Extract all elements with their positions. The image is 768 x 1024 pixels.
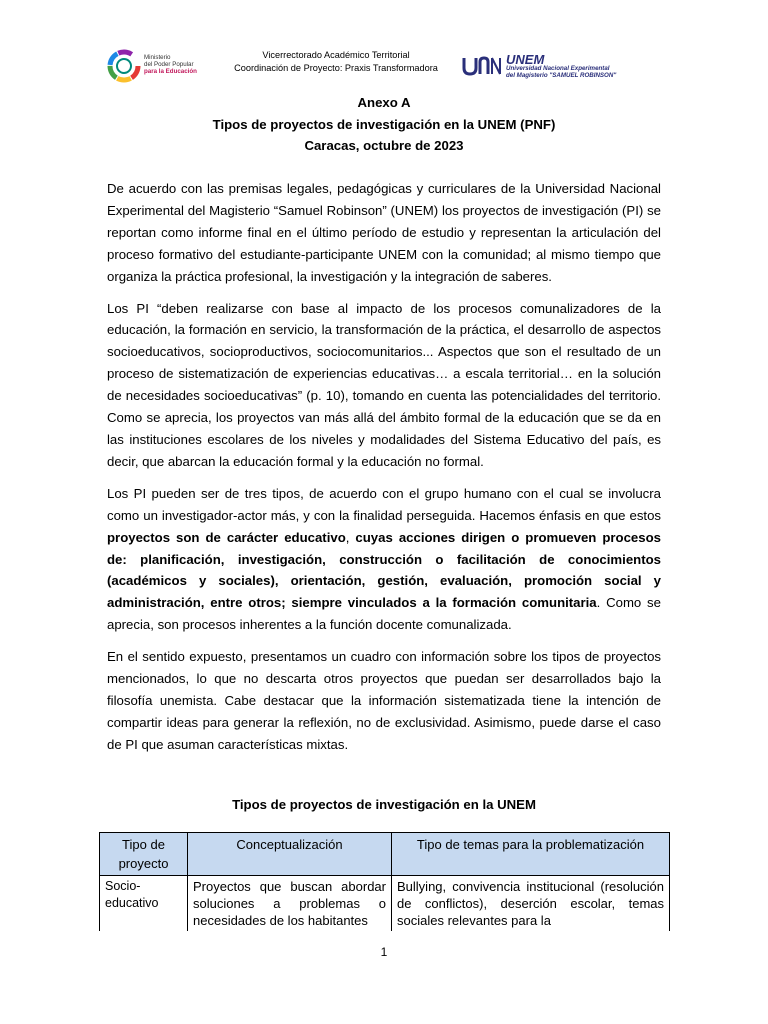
ministry-logo bbox=[106, 48, 206, 84]
table-row bbox=[100, 876, 670, 932]
cell-themes: Bullying, convivencia institucional (resolución de conflictos), deserción escolar, temas sociales relevantes para la bbox=[392, 876, 670, 932]
annex-title: Anexo A bbox=[357, 95, 411, 110]
cell-concept: Proyectos que buscan abordar soluciones a problemas o necesidades de los habitantes bbox=[188, 876, 392, 932]
header-line-2: Coordinación de Proyecto: Praxis Transformadora bbox=[234, 63, 438, 73]
page-header bbox=[106, 44, 666, 92]
header-center-text bbox=[216, 49, 456, 75]
header-concept: Conceptualización bbox=[188, 833, 392, 876]
cell-type: Socio-educativo bbox=[100, 876, 188, 932]
table-header-row bbox=[100, 833, 670, 876]
paragraph-2: Los PI “deben realizarse con base al impacto de los procesos comunalizadores de la educación, la formación en servicio, la transformación de la práctica, el desarrollo de aspectos socioeducativos, socioproductivos, sociocomunitarios... Aspectos que son el resultado de un proceso de sistematización de experiencias educativas… a escala territorial… en la solución de necesidades socioeducativas” (p. 10), tomando en cuenta las potencialidades del territorio. Como se aprecia, los proyectos van más allá del ámbito formal de la educación que se da en las instituciones escolares de los niveles y modalidades del Sistema Educativo del país, es decir, que abarcan la educación formal y la educación no formal. bbox=[107, 300, 661, 469]
paragraph-1: De acuerdo con las premisas legales, pedagógicas y curriculares de la Universidad Nacional Experimental del Magisterio “Samuel Robinson” (UNEM) los proyectos de investigación (PI) se reportan como informe final en el último período de estudio y representan la articulación del proceso formativo del estudiante-participante UNEM con la comunidad; al mismo tiempo que organiza la práctica profesional, la investigación y la integración de saberes. bbox=[107, 181, 661, 284]
table-title: Tipos de proyectos de investigación en la UNEM bbox=[232, 797, 536, 812]
place-date: Caracas, octubre de 2023 bbox=[304, 138, 464, 153]
paragraph-4: En el sentido expuesto, presentamos un cuadro con información sobre los tipos de proyectos mencionados, lo que no descarta otros proyectos que puedan ser desarrollados bajo la filosofía unemista. Cabe destacar que la información sistematizada tiene la intención de compartir ideas para generar la reflexión, no de exclusividad. Asimismo, puede darse el caso de PI que asuman características mixtas. bbox=[107, 649, 661, 752]
unem-logo bbox=[462, 54, 666, 80]
ministry-emblem-icon bbox=[106, 48, 142, 84]
document-body bbox=[107, 178, 661, 766]
unem-logo-subtitle: Universidad Nacional Experimental del Magisterio "SAMUEL ROBINSON" bbox=[506, 65, 617, 79]
project-types-table bbox=[99, 832, 670, 931]
page-number: 1 bbox=[380, 945, 388, 959]
bold-emphasis-2: cuyas acciones dirigen o promueven procesos de: planificación, investigación, construcción o facilitación de conocimientos (académicos y sociales), orientación, gestión, evaluación, promoción social y administración, entre otros; siempre vinculados a la formación comunitaria bbox=[107, 529, 661, 611]
document-titles bbox=[0, 92, 768, 157]
ministry-logo-text: Ministerio del Poder Popular para la Educación bbox=[144, 54, 197, 75]
unem-logo-title: UNEM bbox=[506, 52, 545, 67]
paragraph-3: Los PI pueden ser de tres tipos, de acuerdo con el grupo humano con el cual se involucra como un investigador-actor más, y con la finalidad perseguida. Hacemos énfasis en que estos proyectos son de carácter educativo, cuyas acciones dirigen o promueven procesos de: planificación, investigación, construcción o facilitación de conocimientos (académicos y sociales), orientación, gestión, evaluación, promoción social y administración, entre otros; siempre vinculados a la formación comunitaria. Como se aprecia, son procesos inherentes a la función docente comunalizada. bbox=[107, 485, 661, 633]
header-themes: Tipo de temas para la problematización bbox=[392, 833, 670, 876]
table-container bbox=[96, 832, 676, 931]
main-title: Tipos de proyectos de investigación en la UNEM (PNF) bbox=[212, 116, 556, 132]
header-type: Tipo de proyecto bbox=[100, 833, 188, 876]
bold-emphasis-1: proyectos son de carácter educativo bbox=[107, 529, 346, 545]
unem-emblem-icon bbox=[462, 54, 502, 78]
header-line-1: Vicerrectorado Académico Territorial bbox=[262, 50, 410, 60]
